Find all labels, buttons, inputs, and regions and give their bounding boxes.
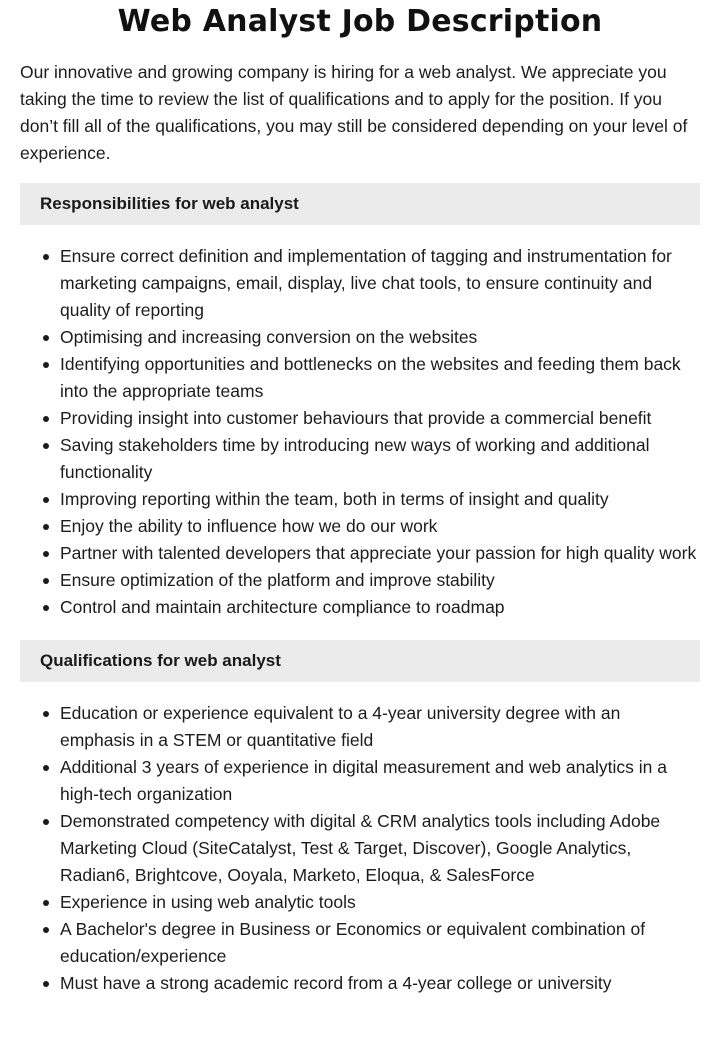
bullet-icon (43, 551, 49, 557)
list-item-text: A Bachelor's degree in Business or Economics or equivalent combination of education/experience (60, 919, 646, 966)
list-item (60, 243, 700, 324)
list-item (60, 540, 700, 567)
list-item-text: Improving reporting within the team, both in terms of insight and quality (60, 489, 609, 509)
bullet-icon (43, 981, 49, 987)
list-item-text: Providing insight into customer behaviours that provide a commercial benefit (60, 408, 652, 428)
bullet-icon (43, 578, 49, 584)
list-item-text: Ensure optimization of the platform and improve stability (60, 570, 495, 590)
list-item-text: Partner with talented developers that appreciate your passion for high quality work (60, 543, 697, 563)
list-item (60, 513, 700, 540)
list-item (60, 486, 700, 513)
list-item (60, 889, 700, 916)
list-item-text: Optimising and increasing conversion on the websites (60, 327, 478, 347)
bullet-icon (43, 497, 49, 503)
bullet-icon (43, 819, 49, 825)
list-item-text: Control and maintain architecture compliance to roadmap (60, 597, 505, 617)
list-item-text: Experience in using web analytic tools (60, 892, 356, 912)
bullet-icon (43, 416, 49, 422)
list-item (60, 324, 700, 351)
list-item-text: Saving stakeholders time by introducing new ways of working and additional functionality (60, 435, 650, 482)
page-title: Web Analyst Job Description (117, 4, 603, 39)
list-item-text: Education or experience equivalent to a 4-year university degree with an emphasis in a STEM or quantitative field (60, 703, 621, 750)
list-item (60, 594, 700, 621)
list-item-text: Additional 3 years of experience in digital measurement and web analytics in a high-tech organization (60, 757, 668, 804)
list-item-text: Identifying opportunities and bottlenecks on the websites and feeding them back into the appropriate teams (60, 354, 681, 401)
bullet-icon (43, 443, 49, 449)
list-item-text: Demonstrated competency with digital & CRM analytics tools including Adobe Marketing Cloud (SiteCatalyst, Test & Target, Discover), Google Analytics, Radian6, Brightcove, Ooyala, Marketo, Eloqua, & SalesForce (60, 811, 661, 885)
bullet-icon (43, 711, 49, 717)
bullet-icon (43, 362, 49, 368)
list-item (60, 567, 700, 594)
bullet-icon (43, 900, 49, 906)
intro-paragraph: Our innovative and growing company is hiring for a web analyst. We appreciate you taking the time to review the list of qualifications and to apply for the position. If you don’t fill all of the qualifications, you may still be considered depending on your level of experience. (20, 62, 688, 163)
list-item-text: Enjoy the ability to influence how we do our work (60, 516, 438, 536)
list-item (60, 970, 700, 997)
bullet-icon (43, 605, 49, 611)
responsibilities-heading: Responsibilities for web analyst (20, 183, 700, 225)
bullet-icon (43, 927, 49, 933)
list-item (60, 351, 700, 405)
list-item (60, 808, 700, 889)
qualifications-list (20, 700, 700, 997)
list-item-text: Ensure correct definition and implementation of tagging and instrumentation for marketing campaigns, email, display, live chat tools, to ensure continuity and quality of reporting (60, 246, 672, 320)
qualifications-heading: Qualifications for web analyst (20, 640, 700, 682)
bullet-icon (43, 524, 49, 530)
bullet-icon (43, 765, 49, 771)
responsibilities-list (20, 243, 700, 621)
bullet-icon (43, 335, 49, 341)
list-item (60, 916, 700, 970)
list-item (60, 700, 700, 754)
bullet-icon (43, 254, 49, 260)
list-item (60, 432, 700, 486)
list-item (60, 754, 700, 808)
list-item-text: Must have a strong academic record from a 4-year college or university (60, 973, 612, 993)
list-item (60, 405, 700, 432)
